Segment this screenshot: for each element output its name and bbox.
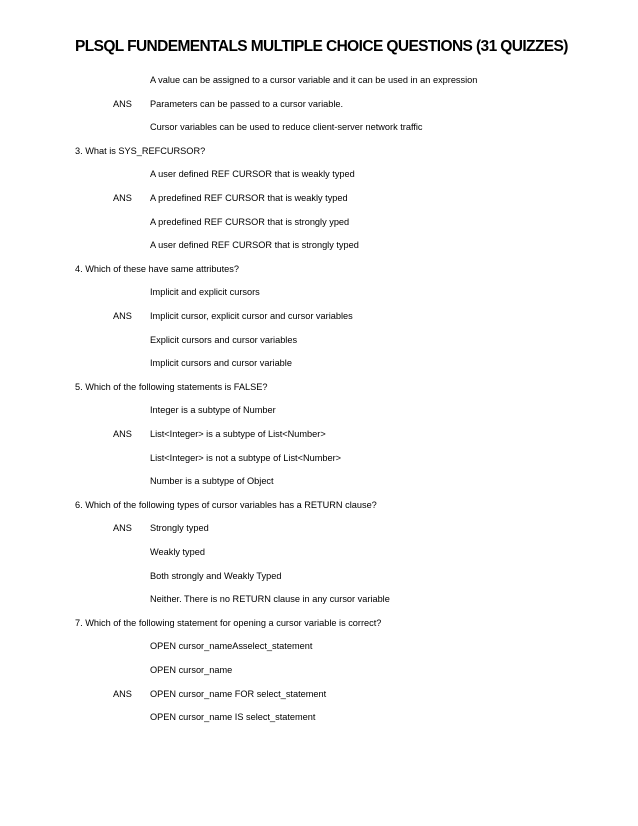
- correct-answer-marker: ANS: [113, 688, 132, 699]
- correct-answer-marker: ANS: [113, 193, 132, 203]
- answer-option: Number is a subtype of Object: [150, 476, 274, 487]
- question-text: 5. Which of the following statements is FALSE?: [75, 381, 268, 392]
- correct-answer-marker: ANS: [113, 429, 132, 439]
- answer-option: A user defined REF CURSOR that is strongly typed: [150, 240, 359, 251]
- answer-option: Implicit cursor, explicit cursor and cursor variables: [150, 311, 353, 321]
- answer-option: A value can be assigned to a cursor variable and it can be used in an expression: [150, 75, 478, 85]
- answer-option: A predefined REF CURSOR that is strongly yped: [150, 216, 350, 227]
- answer-option: A user defined REF CURSOR that is weakly typed: [150, 169, 355, 180]
- answer-option: Both strongly and Weakly Typed: [150, 570, 282, 581]
- answer-option: Explicit cursors and cursor variables: [150, 334, 298, 345]
- answer-option: OPEN cursor_name: [150, 665, 233, 675]
- answer-option: Neither. There is no RETURN clause in any cursor variable: [150, 594, 390, 605]
- question-text: 7. Which of the following statement for opening a cursor variable is correct?: [75, 617, 382, 628]
- correct-answer-marker: ANS: [113, 98, 132, 109]
- answer-option: A predefined REF CURSOR that is weakly typed: [150, 193, 348, 203]
- question-text: 3. What is SYS_REFCURSOR?: [75, 145, 206, 156]
- answer-option: Parameters can be passed to a cursor variable.: [150, 98, 344, 109]
- answer-option: List<Integer> is a subtype of List<Number>: [150, 429, 326, 439]
- answer-option: Integer is a subtype of Number: [150, 405, 276, 416]
- answer-option: Implicit and explicit cursors: [150, 287, 260, 298]
- answer-option: OPEN cursor_name FOR select_statement: [150, 688, 327, 699]
- answer-option: Strongly typed: [150, 523, 209, 534]
- answer-option: Cursor variables can be used to reduce client-server network traffic: [150, 122, 423, 133]
- answer-option: List<Integer> is not a subtype of List<Number>: [150, 452, 342, 463]
- correct-answer-marker: ANS: [113, 311, 132, 321]
- answer-option: OPEN cursor_nameAsselect_statement: [150, 641, 313, 652]
- answer-option: Weakly typed: [150, 547, 205, 557]
- page-title: PLSQL FUNDEMENTALS MULTIPLE CHOICE QUESTIONS (31 QUIZZES): [75, 38, 568, 55]
- answer-option: OPEN cursor_name IS select_statement: [150, 712, 316, 723]
- question-text: 4. Which of these have same attributes?: [75, 263, 239, 274]
- answer-option: Implicit cursors and cursor variable: [150, 358, 292, 369]
- question-text: 6. Which of the following types of cursor variables has a RETURN clause?: [75, 499, 377, 510]
- correct-answer-marker: ANS: [113, 523, 132, 534]
